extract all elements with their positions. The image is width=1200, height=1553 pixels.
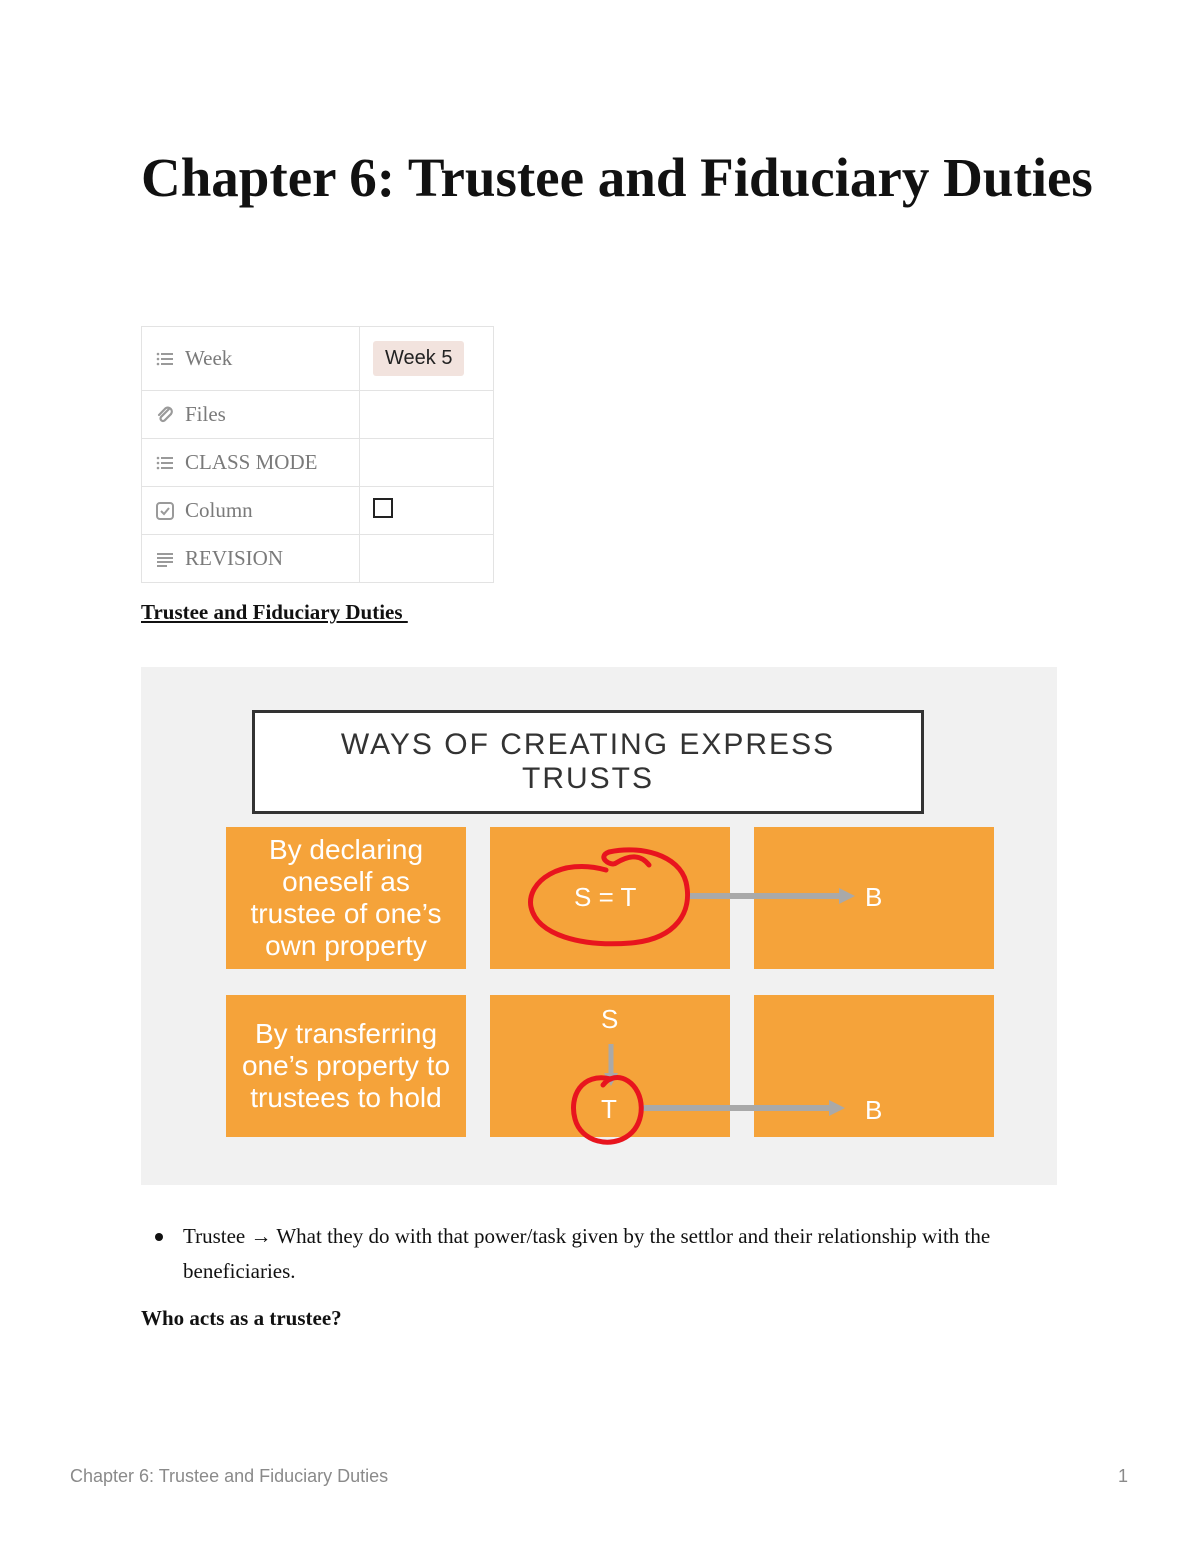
week-tag[interactable]: Week 5 — [373, 341, 464, 376]
property-label-revision: REVISION — [185, 546, 283, 570]
property-row-column — [142, 487, 494, 535]
figure-overlay — [141, 667, 1057, 1185]
beneficiary-label-2: B — [865, 1095, 883, 1125]
footer-title: Chapter 6: Trustee and Fiduciary Duties — [70, 1466, 389, 1486]
property-row-files — [142, 391, 494, 439]
checkbox-icon — [155, 501, 175, 521]
list-item: Trustee → What they do with that power/task given by the settlor and their relationship with the beneficiaries. — [141, 1219, 1071, 1289]
property-row-class-mode — [142, 439, 494, 487]
footer-page-number: 1 — [1117, 1466, 1128, 1486]
properties-table — [141, 326, 494, 583]
beneficiary-label-1: B — [865, 882, 883, 912]
settlor-label-row2: S — [601, 1004, 619, 1034]
arrowhead-row2 — [829, 1100, 845, 1116]
page-title: Chapter 6: Trustee and Fiduciary Duties — [141, 147, 1093, 208]
trustee-label-row2: T — [601, 1094, 617, 1124]
revision-value[interactable] — [360, 535, 494, 583]
section-heading: Trustee and Fiduciary Duties — [141, 600, 408, 624]
declaring-label: By declaring oneself as trustee of one’s own property — [250, 834, 442, 961]
figure-title: WAYS OF CREATING EXPRESS TRUSTS — [340, 728, 836, 795]
list-icon — [155, 453, 175, 473]
express-trusts-figure — [141, 667, 1057, 1185]
class-mode-value[interactable] — [360, 439, 494, 487]
transferring-label: By transferring one’s property to trustees to hold — [241, 1018, 451, 1113]
property-label-column: Column — [185, 498, 253, 522]
question-heading: Who acts as a trustee? — [141, 1306, 342, 1330]
text-lines-icon — [155, 549, 175, 569]
paperclip-icon — [155, 405, 175, 425]
property-label-week: Week — [185, 346, 233, 370]
files-value[interactable] — [360, 391, 494, 439]
bullet-list — [141, 1219, 1071, 1289]
s-equals-t-label: S = T — [574, 882, 637, 912]
property-label-files: Files — [185, 402, 226, 426]
list-icon — [155, 349, 175, 369]
property-label-class-mode: CLASS MODE — [185, 450, 318, 474]
arrowhead-row1 — [839, 888, 855, 904]
property-row-revision — [142, 535, 494, 583]
property-row-week — [142, 327, 494, 391]
column-checkbox[interactable] — [373, 498, 393, 518]
